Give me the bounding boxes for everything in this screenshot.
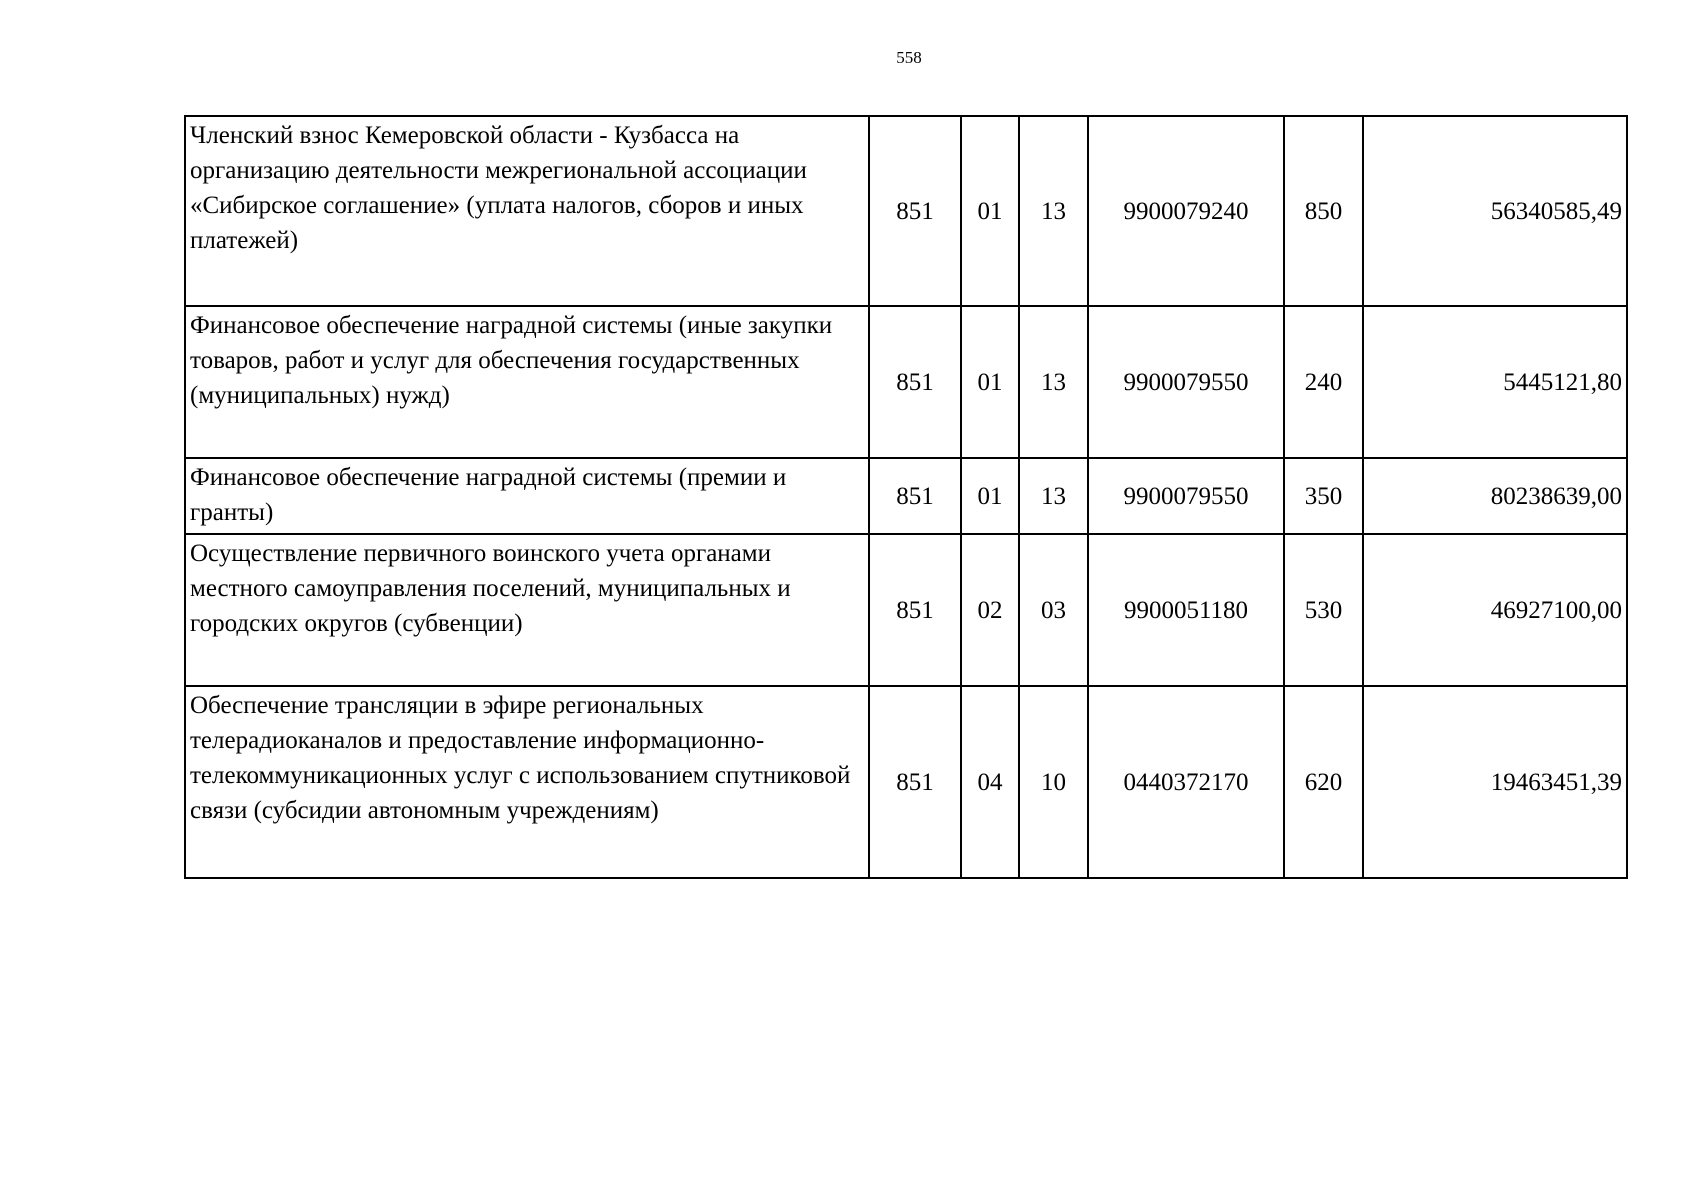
- subsection-code: 13: [1019, 306, 1088, 458]
- row-description: Обеспечение трансляции в эфире региональных телерадиоканалов и предоставление информационно-телекоммуникационных услуг с использованием спутниковой связи (субсидии автономным учреждениям): [185, 686, 869, 878]
- ministry-code: 851: [869, 116, 961, 306]
- expense-type-code: 350: [1284, 458, 1363, 534]
- table-row: [185, 116, 1627, 306]
- target-article-code: 9900079240: [1088, 116, 1284, 306]
- section-code: 02: [961, 534, 1019, 686]
- section-code: 04: [961, 686, 1019, 878]
- expense-type-code: 620: [1284, 686, 1363, 878]
- section-code: 01: [961, 458, 1019, 534]
- page-number: 558: [896, 48, 922, 67]
- row-description: Финансовое обеспечение наградной системы (иные закупки товаров, работ и услуг для обеспечения государственных (муниципальных) нужд): [185, 306, 869, 458]
- expense-type-code: 850: [1284, 116, 1363, 306]
- ministry-code: 851: [869, 534, 961, 686]
- expense-type-code: 530: [1284, 534, 1363, 686]
- amount-value: 19463451,39: [1363, 686, 1627, 878]
- row-description: Финансовое обеспечение наградной системы (премии и гранты): [185, 458, 869, 534]
- table-row: [185, 458, 1627, 534]
- target-article-code: 9900079550: [1088, 458, 1284, 534]
- amount-value: 5445121,80: [1363, 306, 1627, 458]
- target-article-code: 9900079550: [1088, 306, 1284, 458]
- ministry-code: 851: [869, 458, 961, 534]
- amount-value: 46927100,00: [1363, 534, 1627, 686]
- section-code: 01: [961, 116, 1019, 306]
- budget-table: [184, 115, 1628, 879]
- subsection-code: 10: [1019, 686, 1088, 878]
- table-row: [185, 686, 1627, 878]
- target-article-code: 9900051180: [1088, 534, 1284, 686]
- section-code: 01: [961, 306, 1019, 458]
- table-row: [185, 306, 1627, 458]
- row-description: Членский взнос Кемеровской области - Кузбасса на организацию деятельности межрегиональной ассоциации «Сибирское соглашение» (уплата налогов, сборов и иных платежей): [185, 116, 869, 306]
- expense-type-code: 240: [1284, 306, 1363, 458]
- subsection-code: 03: [1019, 534, 1088, 686]
- row-description: Осуществление первичного воинского учета органами местного самоуправления поселений, муниципальных и городских округов (субвенции): [185, 534, 869, 686]
- amount-value: 80238639,00: [1363, 458, 1627, 534]
- target-article-code: 0440372170: [1088, 686, 1284, 878]
- amount-value: 56340585,49: [1363, 116, 1627, 306]
- subsection-code: 13: [1019, 116, 1088, 306]
- table-row: [185, 534, 1627, 686]
- ministry-code: 851: [869, 686, 961, 878]
- subsection-code: 13: [1019, 458, 1088, 534]
- ministry-code: 851: [869, 306, 961, 458]
